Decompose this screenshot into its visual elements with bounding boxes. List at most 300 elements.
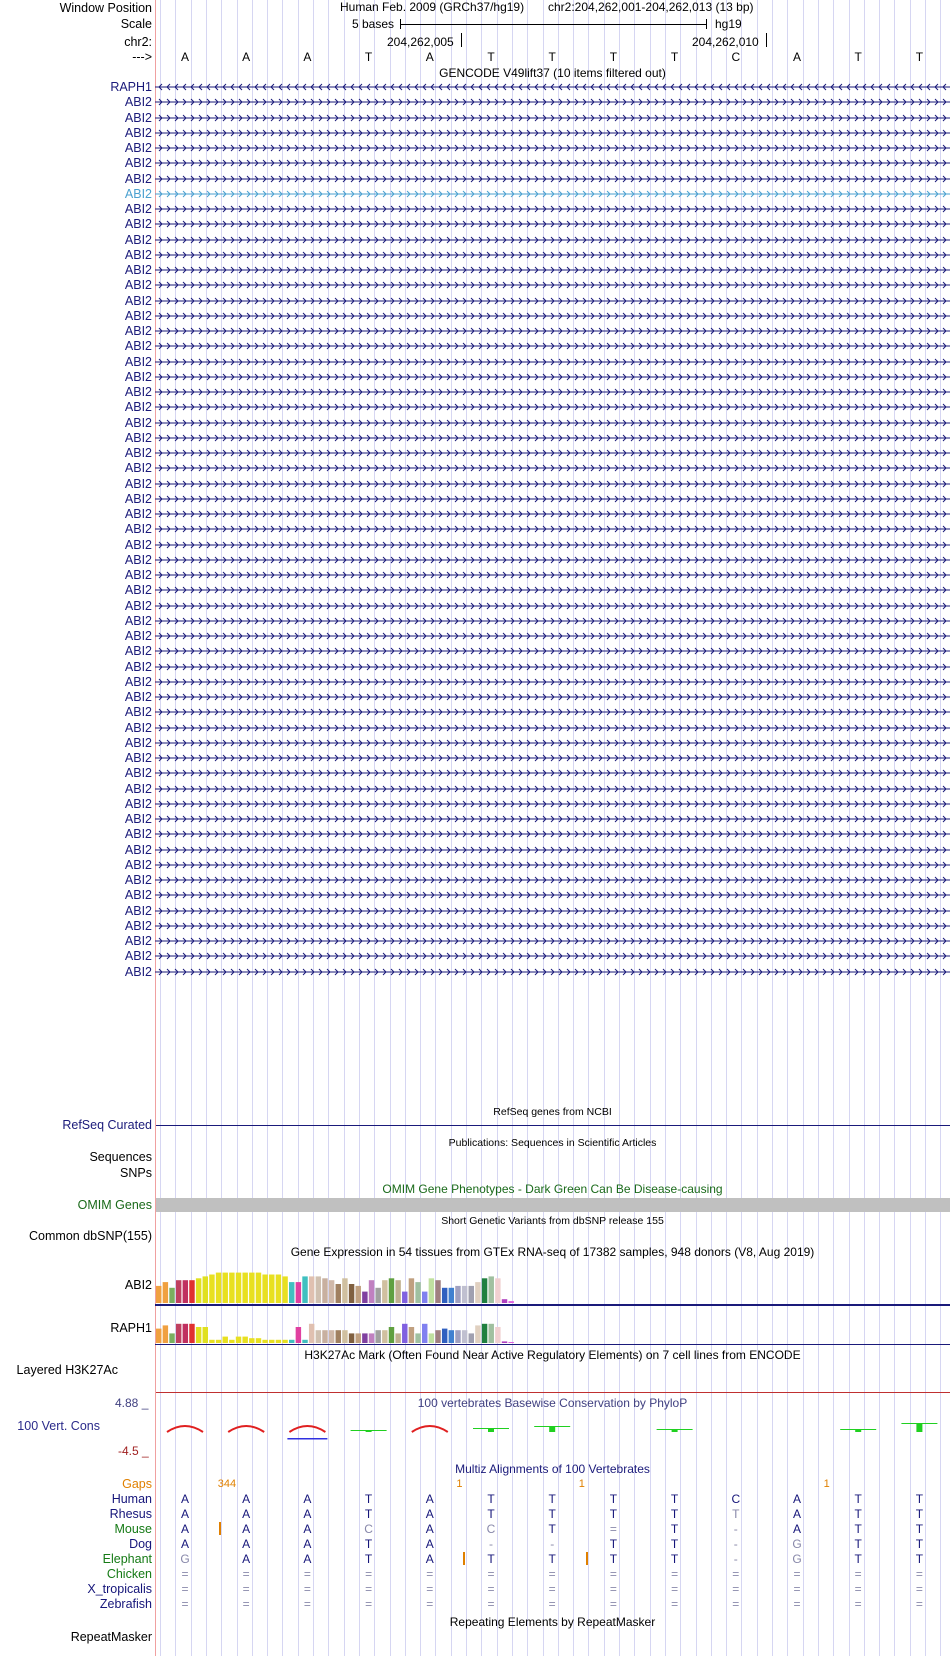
- species-label[interactable]: Mouse: [114, 1522, 152, 1536]
- omim-label[interactable]: OMIM Genes: [77, 1198, 152, 1212]
- alignment-base: T: [364, 1537, 373, 1551]
- gene-label-abi2[interactable]: ABI2: [124, 278, 152, 293]
- publications-label-1[interactable]: Sequences: [89, 1150, 152, 1164]
- alignment-base: T: [915, 1537, 924, 1551]
- gene-strand-line[interactable]: [155, 188, 950, 200]
- gtex-bar[interactable]: [395, 1333, 400, 1343]
- species-label[interactable]: Elephant: [102, 1552, 152, 1566]
- gene-strand-line[interactable]: [155, 767, 950, 779]
- gene-strand-line[interactable]: [155, 691, 950, 703]
- gene-strand-line[interactable]: [155, 173, 950, 185]
- species-label[interactable]: Zebrafish: [99, 1597, 152, 1611]
- gene-strand-line[interactable]: [155, 813, 950, 825]
- gene-label-abi2[interactable]: ABI2: [124, 796, 152, 811]
- scale-db: hg19: [715, 17, 742, 31]
- gene-strand-line[interactable]: [155, 569, 950, 581]
- gtex-bar[interactable]: [402, 1324, 407, 1343]
- gene-label-abi2[interactable]: ABI2: [124, 918, 152, 933]
- gtex-bar[interactable]: [169, 1288, 174, 1303]
- gtex-bar[interactable]: [369, 1280, 374, 1303]
- alignment-base: G: [792, 1537, 802, 1551]
- gene-label-abi2[interactable]: ABI2: [124, 781, 152, 796]
- alignment-base: T: [915, 1507, 924, 1521]
- gene-strand-line[interactable]: [155, 600, 950, 612]
- gene-label-abi2[interactable]: ABI2: [124, 766, 152, 781]
- gene-label-abi2[interactable]: ABI2: [124, 354, 152, 369]
- alignment-base: T: [670, 1537, 679, 1551]
- gene-label-abi2[interactable]: ABI2: [124, 735, 152, 750]
- alignment-base: T: [854, 1552, 862, 1566]
- gtex-bar[interactable]: [183, 1280, 188, 1303]
- phylop-arc: [167, 1426, 203, 1432]
- gene-strand-line[interactable]: [155, 645, 950, 657]
- gene-label-abi2[interactable]: ABI2: [124, 659, 152, 674]
- phylop-plot[interactable]: [155, 1410, 950, 1450]
- gene-strand-line[interactable]: [155, 310, 950, 322]
- gtex-bar[interactable]: [176, 1280, 181, 1303]
- gene-label-abi2[interactable]: ABI2: [124, 598, 152, 613]
- gene-label-abi2[interactable]: ABI2: [124, 125, 152, 140]
- gene-strand-line[interactable]: [155, 523, 950, 535]
- gtex-bar[interactable]: [302, 1340, 307, 1343]
- alignment-base: C: [486, 1522, 496, 1536]
- gene-strand-line[interactable]: [155, 630, 950, 642]
- strand-label: --->: [132, 50, 152, 64]
- alignment-base: =: [303, 1597, 311, 1611]
- gene-label-abi2[interactable]: ABI2: [124, 888, 152, 903]
- alignment-base: T: [670, 1522, 679, 1536]
- gtex-bar[interactable]: [256, 1273, 261, 1303]
- gtex-bar[interactable]: [156, 1286, 161, 1303]
- gene-label-raph1[interactable]: RAPH1: [110, 80, 152, 94]
- gtex-bar[interactable]: [475, 1325, 480, 1343]
- gtex-bar[interactable]: [382, 1280, 387, 1303]
- gene-label-abi2[interactable]: ABI2: [124, 369, 152, 384]
- gtex-bar[interactable]: [336, 1330, 341, 1343]
- alignment-base: =: [487, 1567, 495, 1581]
- gene-strand-line[interactable]: [155, 157, 950, 169]
- alignment-base: T: [548, 1492, 556, 1506]
- gtex-bar[interactable]: [329, 1330, 334, 1343]
- alignment-base: T: [364, 1507, 373, 1521]
- repeatmasker-label[interactable]: RepeatMasker: [70, 1630, 152, 1644]
- gene-label-abi2[interactable]: ABI2: [124, 827, 152, 842]
- gtex-bar[interactable]: [183, 1324, 188, 1343]
- gtex-bar[interactable]: [502, 1299, 507, 1303]
- alignment-base: T: [487, 1492, 495, 1506]
- gtex-bar[interactable]: [382, 1330, 387, 1343]
- gene-strand-line[interactable]: [155, 859, 950, 871]
- gtex-bar[interactable]: [229, 1273, 234, 1303]
- alignment-base: T: [854, 1522, 862, 1536]
- gene-strand-line[interactable]: [155, 478, 950, 490]
- gtex-bar[interactable]: [216, 1273, 221, 1303]
- gtex-bar[interactable]: [455, 1330, 460, 1343]
- phylop-title: 100 vertebrates Basewise Conservation by PhyloP: [417, 1396, 688, 1410]
- gtex-bar[interactable]: [223, 1273, 228, 1303]
- gtex-bar[interactable]: [189, 1280, 194, 1303]
- h3k27ac-label[interactable]: Layered H3K27Ac: [16, 1363, 118, 1377]
- gene-strand-line[interactable]: [155, 966, 950, 978]
- phylop-tick: [473, 1428, 509, 1429]
- gtex-bar[interactable]: [309, 1324, 314, 1343]
- gene-strand-line[interactable]: [155, 584, 950, 596]
- gtex-bar[interactable]: [395, 1280, 400, 1303]
- gene-label-abi2[interactable]: ABI2: [124, 537, 152, 552]
- dbsnp-title: Short Genetic Variants from dbSNP release 155: [441, 1215, 664, 1227]
- gene-strand-line[interactable]: [155, 295, 950, 307]
- gtex-bar[interactable]: [442, 1329, 447, 1343]
- gtex-bar[interactable]: [236, 1273, 241, 1303]
- alignment-base: =: [426, 1597, 434, 1611]
- gtex-bar[interactable]: [422, 1292, 427, 1303]
- species-label[interactable]: X_tropicalis: [87, 1582, 152, 1596]
- gtex-bar[interactable]: [176, 1324, 181, 1343]
- gene-label-abi2[interactable]: ABI2: [124, 613, 152, 628]
- gtex-bar[interactable]: [442, 1288, 447, 1303]
- base-letter: C: [731, 50, 741, 64]
- gtex-bar[interactable]: [449, 1330, 454, 1343]
- gtex-bar[interactable]: [249, 1273, 254, 1303]
- gene-strand-line[interactable]: [155, 539, 950, 551]
- alignment-base: A: [425, 1522, 434, 1536]
- gtex-bar[interactable]: [296, 1327, 301, 1343]
- gene-label-abi2[interactable]: ABI2: [124, 293, 152, 308]
- alignment-base: T: [854, 1537, 862, 1551]
- gene-label-abi2[interactable]: ABI2: [124, 186, 152, 201]
- gene-label-abi2[interactable]: ABI2: [124, 629, 152, 643]
- phylop-arc: [289, 1426, 325, 1432]
- alignment-base: =: [671, 1582, 679, 1596]
- gtex-bar[interactable]: [269, 1275, 274, 1304]
- alignment-base: A: [792, 1492, 801, 1506]
- gene-label-abi2[interactable]: ABI2: [124, 812, 152, 826]
- gtex-bar[interactable]: [196, 1327, 201, 1343]
- gene-label-abi2[interactable]: ABI2: [124, 385, 152, 399]
- gene-label-abi2[interactable]: ABI2: [124, 308, 152, 323]
- alignment-base: =: [671, 1597, 679, 1611]
- alignment-base: -: [733, 1537, 738, 1551]
- gtex-bar[interactable]: [369, 1333, 374, 1343]
- gtex-bar[interactable]: [163, 1325, 168, 1343]
- gtex-bar[interactable]: [309, 1276, 314, 1303]
- gtex-bar[interactable]: [282, 1340, 287, 1343]
- gtex-bar[interactable]: [203, 1327, 208, 1343]
- gtex-bar[interactable]: [242, 1337, 247, 1343]
- base-letter: T: [609, 50, 618, 64]
- gtex-bar[interactable]: [203, 1276, 208, 1303]
- gtex-bar[interactable]: [163, 1282, 168, 1303]
- gene-strand-line[interactable]: [155, 661, 950, 673]
- chrom-label: chr2:: [124, 35, 152, 49]
- gtex-bar[interactable]: [282, 1276, 287, 1303]
- gtex-bar[interactable]: [422, 1324, 427, 1343]
- gtex-bar[interactable]: [449, 1288, 454, 1303]
- gtex-bar[interactable]: [209, 1340, 214, 1343]
- alignment-base: T: [548, 1507, 556, 1521]
- gtex-bar[interactable]: [276, 1340, 281, 1343]
- gtex-bar[interactable]: [349, 1284, 354, 1303]
- multiz-title: Multiz Alignments of 100 Vertebrates: [455, 1462, 650, 1476]
- gene-strand-line[interactable]: [155, 218, 950, 230]
- alignment-base: -: [733, 1552, 738, 1566]
- gtex-bar[interactable]: [342, 1278, 347, 1303]
- dbsnp-label[interactable]: Common dbSNP(155): [29, 1229, 152, 1243]
- gtex-bar[interactable]: [289, 1282, 294, 1303]
- gtex-bar[interactable]: [336, 1284, 341, 1303]
- gene-label-abi2[interactable]: ABI2: [124, 263, 152, 277]
- gene-label-abi2[interactable]: ABI2: [124, 430, 152, 445]
- gtex-label-abi2[interactable]: ABI2: [124, 1278, 152, 1292]
- gene-label-abi2[interactable]: ABI2: [124, 156, 152, 171]
- gene-strand-line[interactable]: [155, 554, 950, 566]
- gtex-bar[interactable]: [209, 1275, 214, 1304]
- gene-strand-line[interactable]: [155, 81, 950, 93]
- alignment-base: T: [609, 1552, 618, 1566]
- gene-strand-line[interactable]: [155, 783, 950, 795]
- gene-strand-line[interactable]: [155, 432, 950, 444]
- gtex-bar[interactable]: [269, 1340, 274, 1343]
- gene-label-abi2[interactable]: ABI2: [124, 552, 152, 567]
- gtex-bar[interactable]: [316, 1276, 321, 1303]
- gene-strand-line[interactable]: [155, 950, 950, 962]
- gtex-bar[interactable]: [482, 1324, 487, 1343]
- gene-strand-line[interactable]: [155, 920, 950, 932]
- gene-strand-line[interactable]: [155, 112, 950, 124]
- gtex-bar[interactable]: [329, 1280, 334, 1303]
- gtex-bar[interactable]: [375, 1330, 380, 1343]
- gene-strand-line[interactable]: [155, 828, 950, 840]
- omim-bar[interactable]: [156, 1198, 950, 1212]
- phylop-tick: [351, 1430, 387, 1431]
- gene-label-abi2[interactable]: ABI2: [124, 141, 152, 155]
- gene-label-abi2[interactable]: ABI2: [124, 690, 152, 704]
- gtex-bar[interactable]: [475, 1282, 480, 1303]
- alignment-base: -: [550, 1537, 555, 1551]
- gene-label-abi2[interactable]: ABI2: [124, 583, 152, 598]
- gene-label-abi2[interactable]: ABI2: [124, 400, 152, 415]
- gtex-bar[interactable]: [322, 1278, 327, 1303]
- alignment-base: A: [180, 1507, 189, 1521]
- insertion-marker: [219, 1522, 221, 1535]
- alignment-base: C: [364, 1522, 373, 1536]
- gtex-bar[interactable]: [455, 1286, 460, 1303]
- gene-label-abi2[interactable]: ABI2: [124, 491, 152, 506]
- gtex-bar[interactable]: [289, 1340, 294, 1343]
- gtex-bar[interactable]: [322, 1330, 327, 1343]
- gene-label-abi2[interactable]: ABI2: [124, 705, 152, 720]
- region-text[interactable]: chr2:204,262,001-204,262,013 (13 bp): [548, 0, 754, 14]
- species-label[interactable]: Human: [111, 1492, 152, 1506]
- gtex-bar[interactable]: [409, 1327, 414, 1343]
- gene-label-abi2[interactable]: ABI2: [124, 415, 152, 430]
- gtex-bar[interactable]: [402, 1292, 407, 1303]
- gtex-bar[interactable]: [375, 1288, 380, 1303]
- gene-label-abi2[interactable]: ABI2: [124, 674, 152, 689]
- gtex-bar[interactable]: [462, 1330, 467, 1343]
- gene-label-abi2[interactable]: ABI2: [124, 842, 152, 857]
- refseq-label[interactable]: RefSeq Curated: [62, 1118, 152, 1132]
- gtex-bar[interactable]: [196, 1278, 201, 1303]
- gtex-bar[interactable]: [296, 1282, 301, 1303]
- coord-left: 204,262,005: [387, 35, 454, 49]
- gene-strand-line[interactable]: [155, 874, 950, 886]
- gene-label-abi2[interactable]: ABI2: [124, 720, 152, 735]
- gene-strand-line[interactable]: [155, 462, 950, 474]
- phylop-arc: [228, 1426, 264, 1432]
- gene-label-abi2[interactable]: ABI2: [124, 644, 152, 659]
- gene-label-abi2[interactable]: ABI2: [124, 232, 152, 247]
- alignment-base: A: [303, 1507, 312, 1521]
- gene-label-abi2[interactable]: ABI2: [124, 568, 152, 582]
- gtex-bar[interactable]: [489, 1324, 494, 1343]
- gene-strand-line[interactable]: [155, 386, 950, 398]
- gene-label-abi2[interactable]: ABI2: [124, 446, 152, 460]
- gene-label-abi2[interactable]: ABI2: [124, 751, 152, 765]
- gene-strand-line[interactable]: [155, 96, 950, 108]
- gap-value: 1: [456, 1478, 463, 1490]
- gtex-bar[interactable]: [469, 1286, 474, 1303]
- gene-strand-line[interactable]: [155, 935, 950, 947]
- gene-label-abi2[interactable]: ABI2: [124, 934, 152, 948]
- gtex-bar[interactable]: [276, 1275, 281, 1304]
- alignment-base: C: [731, 1492, 741, 1506]
- gtex-bar[interactable]: [189, 1324, 194, 1343]
- gene-strand-line[interactable]: [155, 325, 950, 337]
- gene-label-abi2[interactable]: ABI2: [124, 324, 152, 338]
- gtex-bar[interactable]: [169, 1333, 174, 1343]
- gtex-bar[interactable]: [356, 1333, 361, 1343]
- gtex-bar[interactable]: [236, 1337, 241, 1343]
- gtex-expression-bars[interactable]: [155, 1255, 950, 1345]
- gene-label-abi2[interactable]: ABI2: [124, 476, 152, 491]
- gene-label-abi2[interactable]: ABI2: [124, 949, 152, 964]
- gtex-bar[interactable]: [389, 1278, 394, 1303]
- gene-strand-line[interactable]: [155, 417, 950, 429]
- gaps-label[interactable]: Gaps: [122, 1477, 152, 1491]
- gtex-bar[interactable]: [256, 1338, 261, 1343]
- gtex-bar[interactable]: [223, 1337, 228, 1343]
- gtex-bar[interactable]: [242, 1273, 247, 1303]
- gtex-bar[interactable]: [469, 1333, 474, 1343]
- gtex-bar[interactable]: [409, 1278, 414, 1303]
- gtex-bar[interactable]: [249, 1338, 254, 1343]
- gene-strand-line[interactable]: [155, 844, 950, 856]
- gene-strand-line[interactable]: [155, 234, 950, 246]
- gene-strand-line[interactable]: [155, 279, 950, 291]
- gtex-bar[interactable]: [502, 1341, 507, 1343]
- gene-label-abi2[interactable]: ABI2: [124, 873, 152, 887]
- gtex-bar[interactable]: [429, 1333, 434, 1343]
- gtex-bar[interactable]: [495, 1327, 500, 1343]
- gene-strand-line[interactable]: [155, 676, 950, 688]
- gene-strand-line[interactable]: [155, 508, 950, 520]
- gtex-bar[interactable]: [435, 1280, 440, 1303]
- gtex-bar[interactable]: [362, 1333, 367, 1343]
- gtex-bar[interactable]: [508, 1342, 513, 1343]
- gene-label-abi2[interactable]: ABI2: [124, 202, 152, 216]
- gtex-bar[interactable]: [435, 1330, 440, 1343]
- gtex-bar[interactable]: [415, 1282, 420, 1303]
- phylop-arc: [412, 1426, 448, 1432]
- gene-label-abi2[interactable]: ABI2: [124, 95, 152, 110]
- gene-strand-line[interactable]: [155, 798, 950, 810]
- gene-strand-line[interactable]: [155, 615, 950, 627]
- gtex-bar[interactable]: [362, 1292, 367, 1303]
- gtex-bar[interactable]: [389, 1327, 394, 1343]
- species-label[interactable]: Chicken: [106, 1567, 152, 1581]
- gene-strand-line[interactable]: [155, 249, 950, 261]
- gene-strand-line[interactable]: [155, 142, 950, 154]
- gene-strand-line[interactable]: [155, 401, 950, 413]
- gene-label-abi2[interactable]: ABI2: [124, 964, 152, 979]
- gene-strand-line[interactable]: [155, 752, 950, 764]
- alignment-base: =: [609, 1597, 617, 1611]
- gtex-bar[interactable]: [316, 1330, 321, 1343]
- gtex-bar[interactable]: [302, 1276, 307, 1303]
- alignment-base: T: [609, 1537, 618, 1551]
- phylop-label[interactable]: 100 Vert. Cons: [17, 1419, 100, 1433]
- publications-label-2[interactable]: SNPs: [120, 1166, 152, 1180]
- gene-label-abi2[interactable]: ABI2: [124, 507, 152, 521]
- gtex-bar[interactable]: [156, 1329, 161, 1343]
- gtex-label-raph1[interactable]: RAPH1: [110, 1321, 152, 1335]
- gtex-bar[interactable]: [495, 1278, 500, 1303]
- gene-label-abi2[interactable]: ABI2: [124, 339, 152, 354]
- gtex-bar[interactable]: [429, 1278, 434, 1303]
- h3k27ac-line: [156, 1392, 950, 1393]
- gtex-bar[interactable]: [489, 1276, 494, 1303]
- gene-strand-line[interactable]: [155, 371, 950, 383]
- gene-label-abi2[interactable]: ABI2: [124, 247, 152, 262]
- gene-label-abi2[interactable]: ABI2: [124, 903, 152, 918]
- gene-strand-line[interactable]: [155, 737, 950, 749]
- gtex-bar[interactable]: [415, 1333, 420, 1343]
- gene-strand-line[interactable]: [155, 905, 950, 917]
- gtex-bar[interactable]: [462, 1286, 467, 1303]
- gtex-bar[interactable]: [216, 1340, 221, 1343]
- gene-strand-line[interactable]: [155, 203, 950, 215]
- gene-strand-line[interactable]: [155, 447, 950, 459]
- gene-strand-line[interactable]: [155, 264, 950, 276]
- gene-strand-line[interactable]: [155, 722, 950, 734]
- gtex-bar[interactable]: [349, 1333, 354, 1343]
- gene-label-abi2[interactable]: ABI2: [124, 110, 152, 125]
- gene-strand-line[interactable]: [155, 889, 950, 901]
- gene-label-abi2[interactable]: ABI2: [124, 171, 152, 186]
- gene-strand-line[interactable]: [155, 127, 950, 139]
- gene-label-abi2[interactable]: ABI2: [124, 461, 152, 476]
- gtex-bar[interactable]: [482, 1278, 487, 1303]
- gtex-bar[interactable]: [356, 1286, 361, 1303]
- gene-label-abi2[interactable]: ABI2: [124, 522, 152, 537]
- species-label[interactable]: Rhesus: [109, 1507, 152, 1521]
- gene-label-abi2[interactable]: ABI2: [124, 217, 152, 232]
- species-label[interactable]: Dog: [129, 1537, 152, 1551]
- alignment-base: T: [915, 1552, 924, 1566]
- gene-label-abi2[interactable]: ABI2: [124, 857, 152, 872]
- gene-strand-line[interactable]: [155, 340, 950, 352]
- gene-strand-line[interactable]: [155, 706, 950, 718]
- gtex-bar[interactable]: [262, 1340, 267, 1343]
- gtex-bar[interactable]: [229, 1340, 234, 1343]
- gene-strand-line[interactable]: [155, 356, 950, 368]
- gene-strand-line[interactable]: [155, 493, 950, 505]
- alignment-base: =: [365, 1582, 373, 1596]
- gtex-bar[interactable]: [262, 1275, 267, 1304]
- gtex-bar[interactable]: [342, 1330, 347, 1343]
- gtex-bar[interactable]: [508, 1301, 513, 1303]
